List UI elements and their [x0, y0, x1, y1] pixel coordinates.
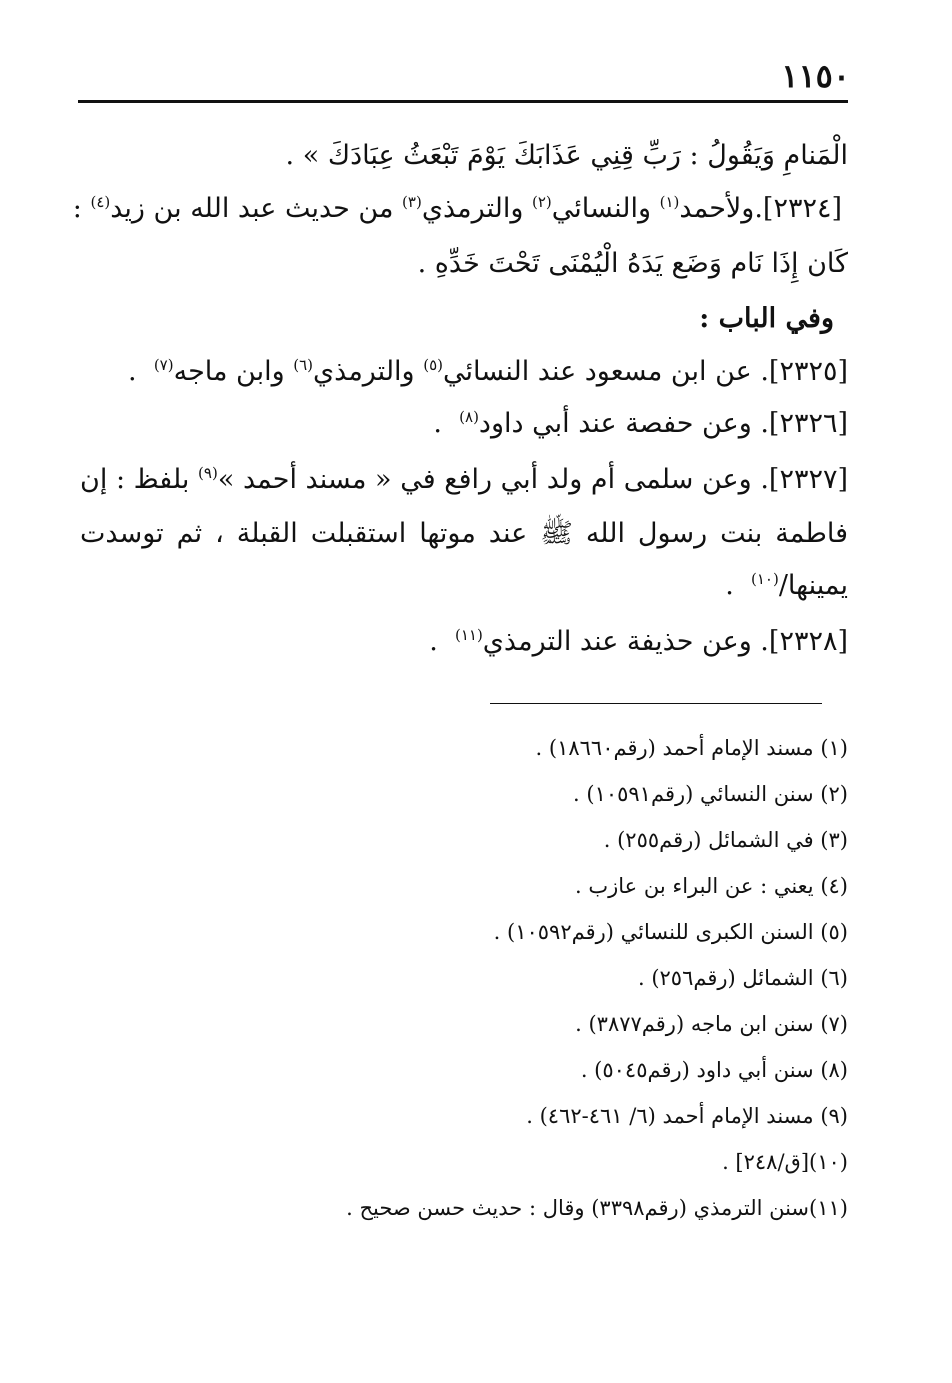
- footnote-ref: (٥): [423, 356, 443, 374]
- footnote: (٦) الشمائل (رقم٢٥٦) .: [637, 966, 848, 990]
- footnote-ref: (٨): [459, 408, 479, 426]
- footnote-ref: (٤): [90, 193, 111, 211]
- text: [٢٣٢٦]. وعن حفصة عند أبي داود: [478, 408, 848, 439]
- text: والترمذي: [313, 356, 415, 387]
- text-line-9: [725, 572, 848, 599]
- header-rule: [78, 100, 848, 103]
- text-line-3: [418, 250, 848, 277]
- footnote-ref: (٦): [293, 356, 314, 374]
- text: وفي الباب :: [699, 303, 834, 334]
- footnote-ref: (١١): [454, 626, 483, 644]
- footnote: (٨) سنن أبي داود (رقم٥٠٤٥) .: [580, 1058, 848, 1082]
- text: كَان إِذَا نَام وَضَع يَدَهُ الْيُمْنَى تَحْتَ خَدِّهِ .: [417, 248, 848, 279]
- text: الْمَنامِ وَيَقُولُ : رَبِّ قِنِي عَذَابَكَ يَوْمَ تَبْعَثُ عِبَادَكَ » .: [285, 140, 848, 171]
- footnote-ref: (٩): [198, 464, 218, 482]
- footnote-ref: (٢): [532, 193, 552, 211]
- text: .: [128, 356, 137, 387]
- page-number: ١١٥٠: [781, 57, 850, 95]
- footnote-ref: (١٠): [750, 570, 779, 588]
- text: [٢٣٢٨]. وعن حذيفة عند الترمذي: [482, 626, 848, 657]
- text: :: [72, 193, 82, 224]
- footnote: (٤) يعني : عن البراء بن عازب .: [574, 874, 848, 898]
- text-line-7: [80, 466, 848, 493]
- footnote: (٢) سنن النسائي (رقم١٠٥٩١) .: [573, 782, 848, 806]
- footnote: (١١)سنن الترمذي (رقم٣٣٩٨) وقال : حديث حسن صحيح .: [346, 1196, 848, 1220]
- footnote-separator: [490, 703, 822, 704]
- text: .: [433, 408, 442, 439]
- footnote: (١) مسند الإمام أحمد (رقم١٨٦٦٠) .: [535, 736, 848, 760]
- footnote-ref: (٣): [402, 193, 422, 211]
- text: .: [429, 626, 438, 657]
- footnote: (١٠)[ق/٢٤٨] .: [722, 1150, 848, 1174]
- text: يمينها/: [778, 570, 848, 601]
- footnote: (٧) سنن ابن ماجه (رقم٣٨٧٧) .: [575, 1012, 848, 1036]
- text-line-8: [80, 520, 848, 547]
- footnote: (٩) مسند الإمام أحمد (٦/ ٤٦١-٤٦٢) .: [526, 1104, 848, 1128]
- text: وابن ماجه: [173, 356, 285, 387]
- text: [٢٣٢٥]. عن ابن مسعود عند النسائي: [442, 356, 848, 387]
- text-line-6: [433, 410, 848, 437]
- footnote: (٥) السنن الكبرى للنسائي (رقم١٠٥٩٢) .: [493, 920, 848, 944]
- text: بلفظ : إن: [80, 464, 190, 495]
- text-line-1: [286, 142, 848, 169]
- text: فاطمة بنت رسول الله ﷺ عند موتها استقبلت القبلة ، ثم توسدت: [80, 518, 848, 549]
- footnote-ref: (٧): [153, 356, 174, 374]
- text: والنسائي: [551, 193, 652, 224]
- text-line-5: [128, 358, 848, 385]
- text: والترمذي: [421, 193, 524, 224]
- text-line-10: [429, 628, 848, 655]
- text: [٢٣٢٤].ولأحمد: [679, 193, 842, 224]
- text-line-2: [73, 195, 842, 222]
- footnote: (٣) في الشمائل (رقم٢٥٥) .: [603, 828, 848, 852]
- footnote-ref: (١): [659, 193, 680, 211]
- section-heading: [699, 305, 834, 332]
- text: .: [725, 570, 734, 601]
- text: [٢٣٢٧]. وعن سلمى أم ولد أبي رافع في « مسند أحمد »: [217, 464, 848, 495]
- text: من حديث عبد الله بن زيد: [110, 193, 394, 224]
